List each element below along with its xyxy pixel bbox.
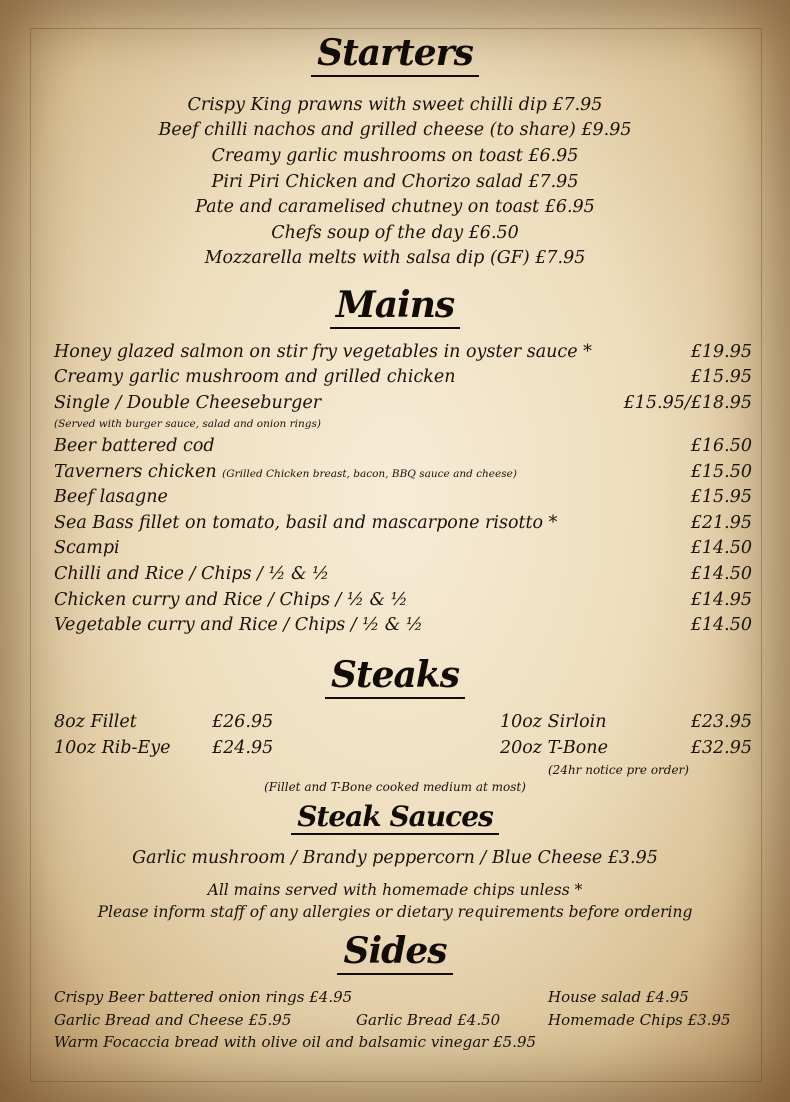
main-item-name: Vegetable curry and Rice / Chips / ½ & ½ (54, 615, 423, 635)
main-item (54, 367, 752, 392)
main-item (54, 590, 752, 615)
main-item-price: £14.50 (690, 615, 752, 635)
steaks-heading: Steaks (0, 654, 790, 699)
main-item-price: £15.95 (690, 367, 752, 387)
main-item (54, 538, 752, 563)
steak-price: £26.95 (212, 712, 274, 732)
steak-name: 10oz Sirloin (500, 712, 607, 732)
main-item-price: £14.50 (690, 538, 752, 558)
main-item (54, 564, 752, 589)
starter-item: Chefs soup of the day £6.50 (271, 223, 519, 243)
steak-name: 20oz T-Bone (500, 738, 608, 758)
allergy-note: Please inform staff of any allergies or dietary requirements before ordering (97, 903, 693, 921)
side-item: Crispy Beer battered onion rings £4.95 (54, 988, 353, 1006)
main-item-price: £15.95/£18.95 (623, 393, 752, 413)
steak-sauces-heading: Steak Sauces (0, 800, 790, 835)
starters-heading: Starters (0, 32, 790, 77)
side-item: Homemade Chips £3.95 (548, 1011, 731, 1029)
main-item (54, 393, 752, 418)
steak-price: £23.95 (690, 712, 752, 732)
main-item-price: £14.95 (690, 590, 752, 610)
main-item-name: Beer battered cod (54, 436, 215, 456)
main-item-name: Beef lasagne (54, 487, 168, 507)
side-item: Warm Focaccia bread with olive oil and balsamic vinegar £5.95 (54, 1033, 537, 1051)
steak-price: £24.95 (212, 738, 274, 758)
chips-note: All mains served with homemade chips unless * (207, 881, 583, 899)
tbone-note: (24hr notice pre order) (548, 763, 689, 777)
steak-name: 10oz Rib-Eye (54, 738, 171, 758)
main-item (54, 462, 752, 487)
main-item (54, 615, 752, 640)
main-item-name: Scampi (54, 538, 120, 558)
steak-name: 8oz Fillet (54, 712, 137, 732)
mains-heading: Mains (0, 284, 790, 329)
starter-item: Piri Piri Chicken and Chorizo salad £7.95 (211, 172, 579, 192)
cooking-note: (Fillet and T-Bone cooked medium at most) (264, 780, 526, 794)
sides-heading: Sides (0, 930, 790, 975)
main-item-price: £14.50 (690, 564, 752, 584)
main-item (54, 513, 752, 538)
main-item-name: Chicken curry and Rice / Chips / ½ & ½ (54, 590, 408, 610)
main-item-name: Single / Double Cheeseburger (54, 393, 322, 413)
main-item (54, 487, 752, 512)
starter-item: Crispy King prawns with sweet chilli dip £7.95 (187, 95, 603, 115)
side-item: House salad £4.95 (548, 988, 689, 1006)
main-item-price: £15.50 (690, 462, 752, 482)
main-item-price: £21.95 (690, 513, 752, 533)
side-item: Garlic Bread and Cheese £5.95 (54, 1011, 292, 1029)
main-item (54, 342, 752, 367)
main-item-detail: (Grilled Chicken breast, bacon, BBQ sauce and cheese) (222, 468, 517, 480)
main-item-name: Taverners chicken (54, 462, 217, 482)
main-item-price: £15.95 (690, 487, 752, 507)
main-item-name: Creamy garlic mushroom and grilled chicken (54, 367, 456, 387)
starter-item: Beef chilli nachos and grilled cheese (to share) £9.95 (158, 120, 632, 140)
main-item-name: Chilli and Rice / Chips / ½ & ½ (54, 564, 330, 584)
main-item-name: Sea Bass fillet on tomato, basil and mascarpone risotto * (54, 513, 558, 533)
steak-sauces-line: Garlic mushroom / Brandy peppercorn / Blue Cheese £3.95 (132, 848, 658, 868)
main-item-price: £19.95 (690, 342, 752, 362)
main-item-name: Honey glazed salmon on stir fry vegetables in oyster sauce * (54, 342, 592, 362)
main-item (54, 436, 752, 461)
starter-item: Pate and caramelised chutney on toast £6.95 (195, 197, 595, 217)
steak-price: £32.95 (690, 738, 752, 758)
starter-item: Mozzarella melts with salsa dip (GF) £7.95 (204, 248, 586, 268)
side-item: Garlic Bread £4.50 (356, 1011, 501, 1029)
burger-note: (Served with burger sauce, salad and onion rings) (54, 418, 321, 430)
main-item-price: £16.50 (690, 436, 752, 456)
starter-item: Creamy garlic mushrooms on toast £6.95 (211, 146, 579, 166)
